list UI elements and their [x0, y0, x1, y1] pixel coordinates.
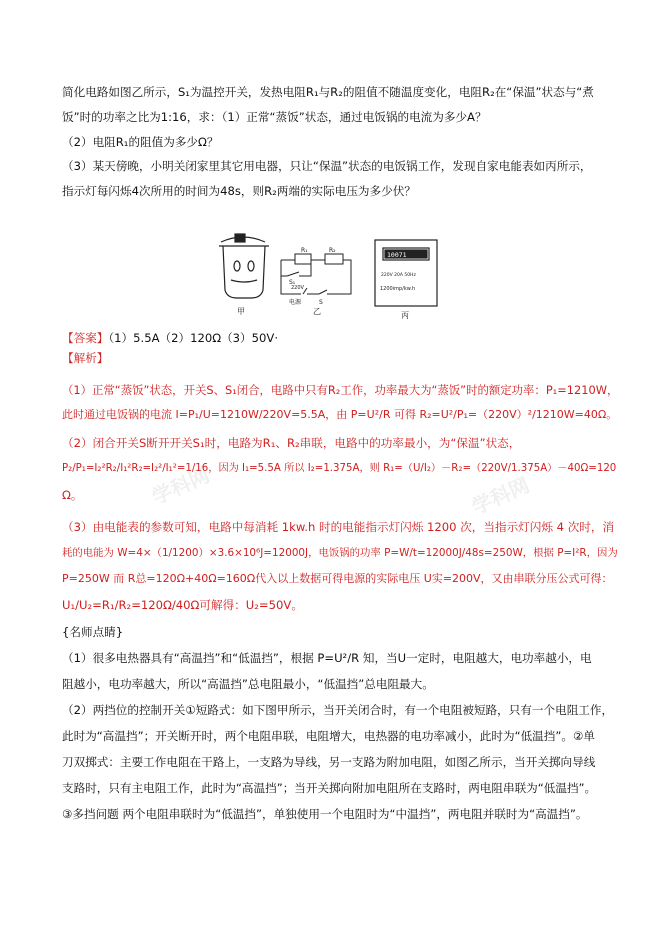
question-line: （3）某天傍晚，小明关闭家里其它用电器，只让“保温”状态的电饭锅工作，发现自家电能表如丙所示，: [62, 159, 592, 173]
tips-line: （1）很多电热器具有“高温挡”和“低温挡”，根据 P=U²/R 知，当U一定时，电阻越大，电功率越小，电: [62, 651, 592, 665]
tips-line: （2）两挡位的控制开关①短路式：如下图甲所示，当开关闭合时，有一个电阻被短路，只有一个电阻工作，: [62, 703, 614, 717]
meter-imp: 1200imp/kw.h: [380, 286, 416, 292]
figure-label-jia: 甲: [237, 307, 245, 316]
r2-label: R₂: [329, 247, 336, 254]
question-line: 饭”时的功率之比为1:16，求：（1）正常“蒸饭”状态，通过电饭锅的电流为多少A？: [62, 110, 487, 124]
analysis-line: （1）正常“蒸饭”状态，开关S、S₁闭合，电路中只有R₂工作，功率最大为“蒸饭”时的额定功率：P₁=1210W，: [62, 383, 619, 397]
power-source-label: 电源: [289, 299, 302, 306]
tips-line: 此时为“高温挡”；开关断开时，两个电阻串联，电阻增大，电热器的电功率减小，此时为“低温挡”。②单: [62, 729, 595, 743]
question-line: 指示灯每闪烁4次所用的时间为48s，则R₂两端的实际电压为多少伏？: [62, 184, 416, 198]
r1-label: R₁: [301, 247, 308, 254]
meter-digits: 10071: [387, 251, 407, 259]
tips-line: 支路时，只有主电阻工作，此时为“高温挡”；当开关掷向附加电阻所在支路时，两电阻串联为“低温挡”。: [62, 781, 597, 795]
circuit-figure: [215, 232, 445, 322]
watermark: 学科网: [468, 472, 533, 520]
tips-label: {名师点睛}: [62, 625, 124, 639]
figure-label-yi: 乙: [313, 307, 321, 316]
tips-line: 刀双掷式：主要工作电阻在干路上，一支路为导线，另一支路为附加电阻，如图乙所示，当开关掷向导线: [62, 755, 596, 769]
analysis-line: 此时通过电饭锅的电流 I=P₁/U=1210W/220V=5.5A，由 P=U²/R 可得 R₂=U²/P₁=（220V）²/1210W=40Ω。: [62, 408, 618, 421]
circuit-diagram: [215, 232, 445, 322]
analysis-line: Ω。: [62, 488, 83, 502]
answer-text: （1）5.5A（2）120Ω（3）50V·: [108, 331, 279, 345]
analysis-line: P₂/P₁=I₂²R₂/I₁²R₂=I₂²/I₁²=1/16，因为 I₁=5.5A 所以 I₂=1.375A，则 R₁=（U/I₂）－R₂=（220V/1.375A）－40Ω=120: [62, 463, 617, 474]
question-line: 简化电路如图乙所示，S₁为温控开关，发热电阻R₁与R₂的阻值不随温度变化，电阻R₂在“保温”状态与“煮: [62, 85, 594, 99]
figure-label-bing: 丙: [401, 311, 409, 320]
analysis-line: P=250W 而 R总=120Ω+40Ω=160Ω代入以上数据可得电源的实际电压 U实=200V，又由串联分压公式可得：: [62, 572, 613, 585]
watermark: 学科网: [148, 462, 213, 510]
analysis-line: （3）由电能表的参数可知，电路中每消耗 1kw.h 时的电能指示灯闪烁 1200 次，当指示灯闪烁 4 次时，消: [62, 520, 615, 534]
analysis-line: U₁/U₂=R₁/R₂=120Ω/40Ω可解得：U₂=50V。: [62, 598, 303, 612]
meter-spec: 220V 20A 50Hz: [381, 273, 416, 278]
s1-label: S₁: [289, 279, 296, 286]
analysis-label: 【解析】: [62, 351, 109, 365]
tips-line: 阻越小，电功率越大，所以“高温挡”总电阻最小，“低温挡”总电阻最大。: [62, 677, 434, 691]
tips-line: ③多挡问题 两个电阻串联时为“低温挡”，单独使用一个电阻时为“中温挡”，两电阻并联时为“高温挡”。: [62, 807, 588, 821]
voltage-label: 220V: [291, 285, 304, 291]
rice-cooker-drawing: [219, 234, 269, 298]
s-label: S: [319, 299, 323, 306]
answer-line: [62, 330, 278, 346]
analysis-line: 耗的电能为 W=4×（1/1200）×3.6×10⁶J=12000J，电饭锅的功率 P=W/t=12000J/48s=250W，根据 P=I²R，因为: [62, 547, 618, 559]
answer-label: 【答案】: [62, 331, 109, 345]
question-line: （2）电阻R₁的阻值为多少Ω？: [62, 135, 219, 149]
analysis-line: （2）闭合开关S断开开关S₁时，电路为R₁、R₂串联，电路中的功率最小，为“保温”状态，: [62, 436, 521, 450]
